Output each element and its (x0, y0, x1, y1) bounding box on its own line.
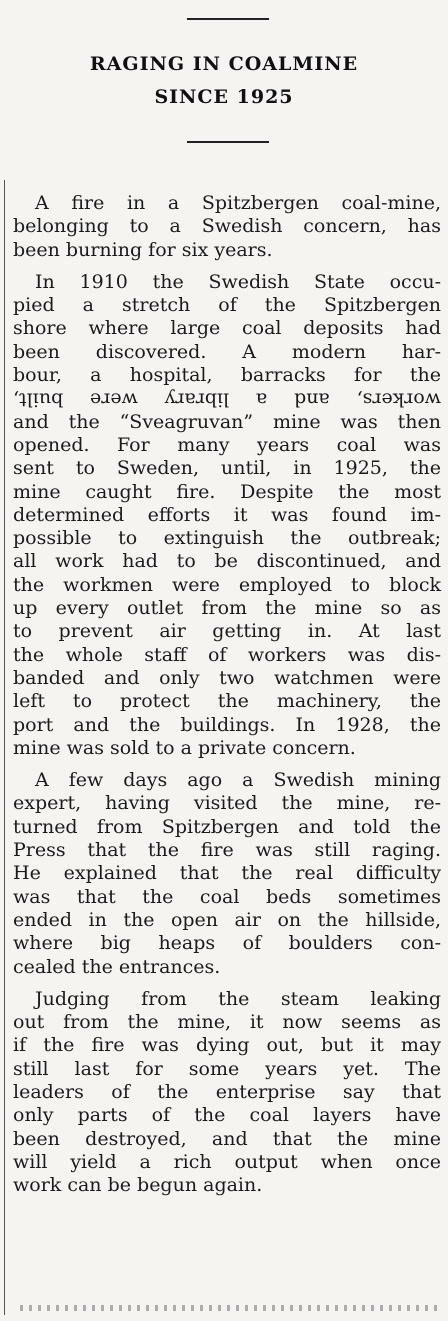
text-line: will yield a rich output when once (13, 1150, 441, 1173)
text-line: Judging from the steam leaking (35, 987, 441, 1010)
text-line: He explained that the real difficulty (13, 862, 441, 885)
text-line: opened. For many years coal was (13, 433, 441, 456)
text-line: A fire in a Spitzbergen coal-mine, (35, 192, 441, 214)
headline-line-1: RAGING IN COALMINE (89, 53, 359, 75)
text-line: been discovered. A modern har- (13, 340, 441, 363)
text-line: In 1910 the Swedish State occu- (35, 270, 441, 293)
text-line: bour, a hospital, barracks for the (13, 364, 441, 387)
headline-bottom-rule (187, 141, 269, 143)
text-line: pied a stretch of the Spitzbergen (13, 294, 441, 317)
text-line: banded and only two watchmen were (13, 666, 441, 689)
paragraph-2 (13, 271, 441, 760)
text-line: and the “Sveagruvan” mine was then (13, 410, 441, 433)
text-line: mine was sold to a private concern. (13, 736, 356, 759)
text-line: up every outlet from the mine so as (13, 597, 441, 620)
text-line: where big heaps of boulders con- (13, 932, 441, 955)
text-line: been burning for six years. (13, 238, 273, 261)
text-line-inverted: workers, and a library were built, (13, 388, 441, 411)
text-line: left to protect the machinery, the (13, 690, 441, 713)
text-line: sent to Sweden, until, in 1925, the (13, 457, 441, 480)
text-line: possible to extinguish the outbreak; (13, 527, 441, 550)
text-line: all work had to be discontinued, and (13, 550, 441, 573)
text-line: shore where large coal deposits had (13, 317, 441, 340)
text-line: still last for some years yet. The (13, 1057, 441, 1080)
text-line: out from the mine, it now seems as (13, 1011, 441, 1034)
headline-line-2: SINCE 1925 (154, 86, 294, 108)
text-line: cealed the entrances. (13, 955, 221, 978)
column-rule (4, 180, 5, 1315)
text-line: turned from Spitzbergen and told the (13, 815, 441, 838)
print-smudge (20, 1305, 440, 1311)
text-line: Press that the fire was still raging. (13, 839, 441, 862)
text-line: if the fire was dying out, but it may (13, 1034, 441, 1057)
text-line: only parts of the coal layers have (13, 1104, 441, 1127)
text-line: expert, having visited the mine, re- (13, 792, 441, 815)
text-line: was that the coal beds sometimes (13, 885, 441, 908)
text-line: leaders of the enterprise say that (13, 1080, 441, 1103)
text-line: to prevent air getting in. At last (13, 620, 441, 643)
headline-top-rule (187, 18, 269, 20)
text-line: port and the buildings. In 1928, the (13, 713, 441, 736)
text-line: work can be begun again. (13, 1174, 263, 1197)
paragraph-1 (13, 192, 441, 262)
article-body (13, 192, 441, 1197)
text-line: belonging to a Swedish concern, has (13, 215, 441, 238)
paragraph-4 (13, 988, 441, 1198)
text-line: ended in the open air on the hillside, (13, 908, 441, 931)
text-line: determined efforts it was found im- (13, 503, 441, 526)
text-line: the whole staff of workers was dis- (13, 643, 441, 666)
paragraph-3 (13, 769, 441, 979)
text-line: mine caught fire. Despite the most (13, 480, 441, 503)
text-line: the workmen were employed to block (13, 573, 441, 596)
text-line: been destroyed, and that the mine (13, 1127, 441, 1150)
text-line: A few days ago a Swedish mining (35, 769, 441, 792)
